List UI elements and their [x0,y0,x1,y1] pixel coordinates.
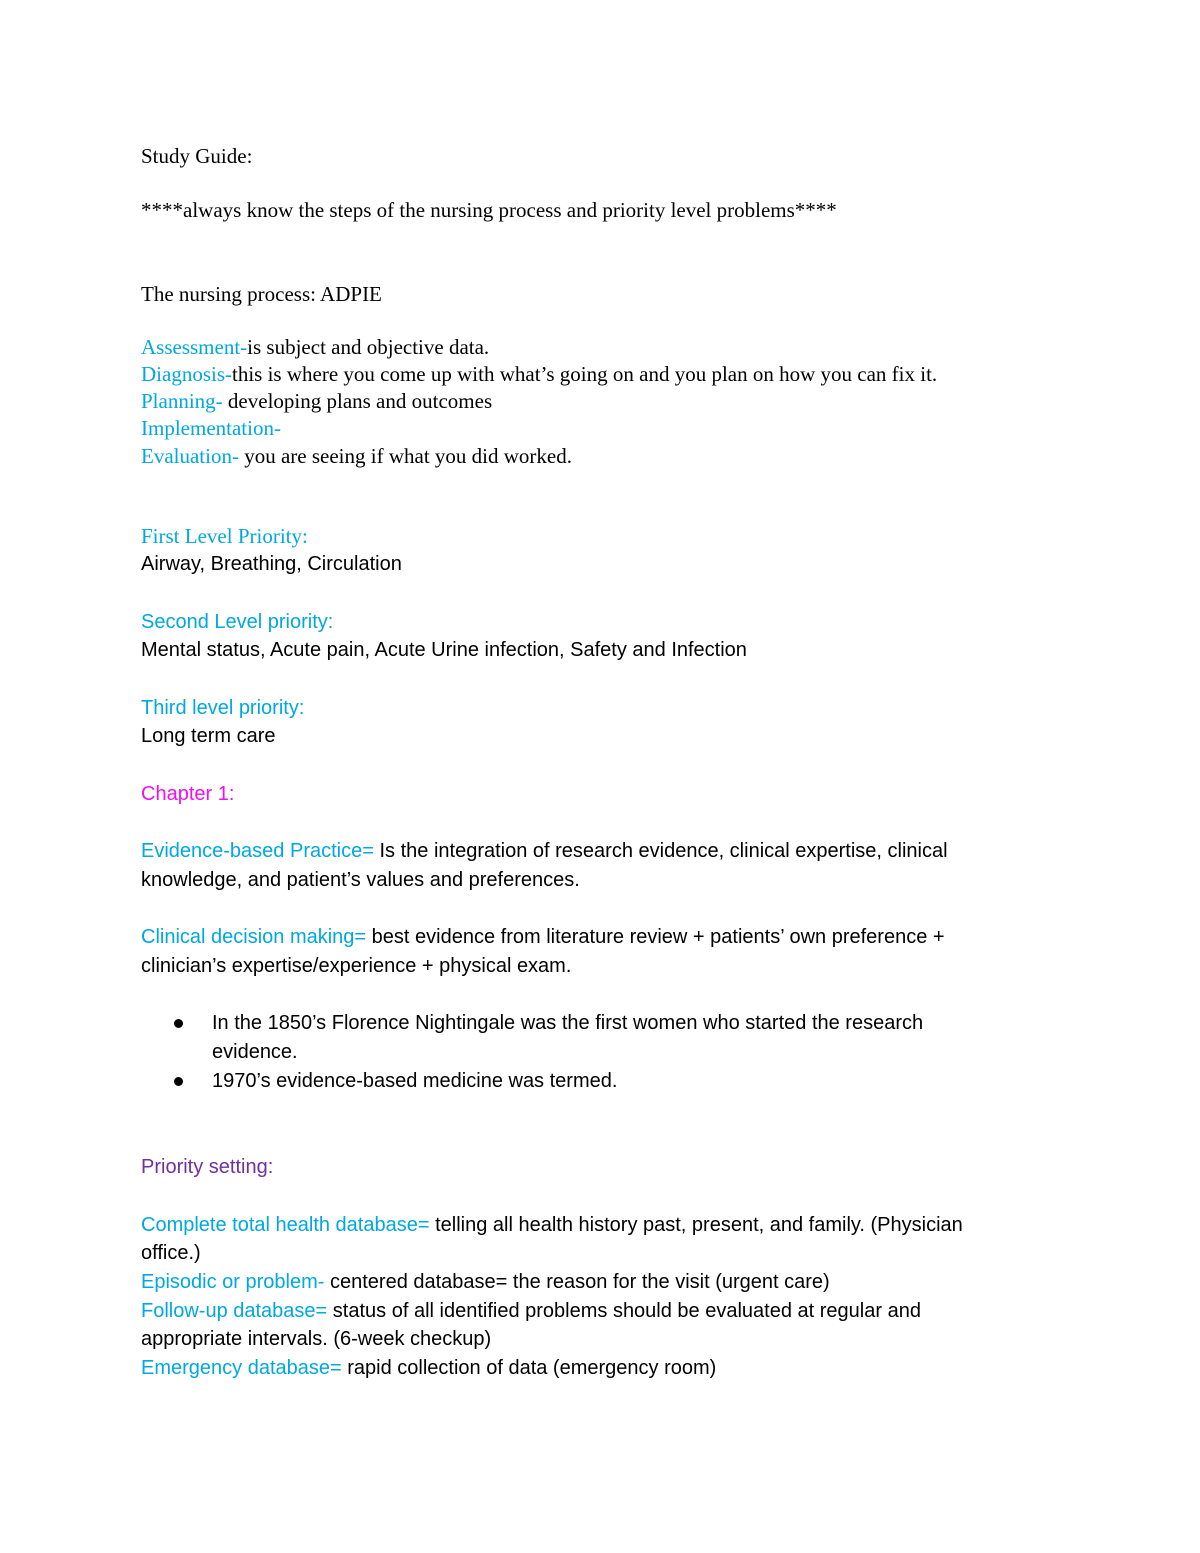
cdm-desc: best evidence from literature review + patients’ own preference + [366,926,945,948]
db-episodic-line [141,1271,830,1294]
db-term: Emergency database= [141,1357,342,1379]
step-diagnosis [141,362,937,387]
step-assessment [141,335,489,360]
step-term: Implementation- [141,416,281,440]
bullet-dot-icon [174,1077,183,1086]
step-term: Planning- [141,389,223,413]
cdm-line-1 [141,926,945,949]
priority-third-items: Long term care [141,725,276,747]
ebp-line-1 [141,840,948,863]
db-complete-line-2: office.) [141,1242,201,1264]
bullet-1-line-2: evidence. [212,1041,298,1063]
step-desc: this is where you come up with what’s going on and you plan on how you can fix it. [232,362,938,386]
doc-title: Study Guide: [141,144,253,168]
db-emergency-line [141,1357,716,1380]
priority-second-items: Mental status, Acute pain, Acute Urine infection, Safety and Infection [141,639,747,661]
step-desc: you are seeing if what you did worked. [238,444,572,468]
priority-second-heading: Second Level priority: [141,611,334,633]
step-desc: developing plans and outcomes [222,389,493,413]
bullet-dot-icon [174,1019,183,1028]
db-complete-line-1 [141,1214,963,1237]
chapter-heading: Chapter 1: [141,783,235,805]
db-followup-line-1 [141,1300,921,1323]
db-desc: rapid collection of data (emergency room) [341,1357,717,1379]
db-term: Follow-up database= [141,1300,328,1322]
priority-setting-heading: Priority setting: [141,1156,274,1178]
cdm-term: Clinical decision making= [141,926,367,948]
step-desc: is subject and objective data. [247,335,490,359]
reminder-note: ****always know the steps of the nursing process and priority level problems**** [141,198,837,222]
db-term: Episodic or problem- [141,1271,325,1293]
db-desc: status of all identified problems should be evaluated at regular and [327,1300,921,1322]
ebp-desc: Is the integration of research evidence, clinical expertise, clinical [373,840,948,862]
step-term: Assessment- [141,335,248,359]
step-planning [141,389,492,414]
db-desc: telling all health history past, present, and family. (Physician [429,1214,963,1236]
step-evaluation [141,444,572,469]
db-followup-line-2: appropriate intervals. (6-week checkup) [141,1328,492,1350]
process-heading: The nursing process: ADPIE [141,282,382,306]
bullet-2-line-1: 1970’s evidence-based medicine was termed. [212,1070,618,1092]
priority-third-heading: Third level priority: [141,697,305,719]
step-term: Evaluation- [141,444,239,468]
ebp-term: Evidence-based Practice= [141,840,374,862]
step-implementation [141,416,281,441]
db-desc: centered database= the reason for the visit (urgent care) [324,1271,830,1293]
bullet-1-line-1: In the 1850’s Florence Nightingale was the first women who started the research [212,1012,924,1034]
step-term: Diagnosis- [141,362,232,386]
priority-first-items: Airway, Breathing, Circulation [141,553,402,575]
priority-first-heading: First Level Priority: [141,524,308,548]
cdm-line-2: clinician’s expertise/experience + physical exam. [141,955,572,977]
db-term: Complete total health database= [141,1214,430,1236]
ebp-line-2: knowledge, and patient’s values and preferences. [141,869,580,891]
